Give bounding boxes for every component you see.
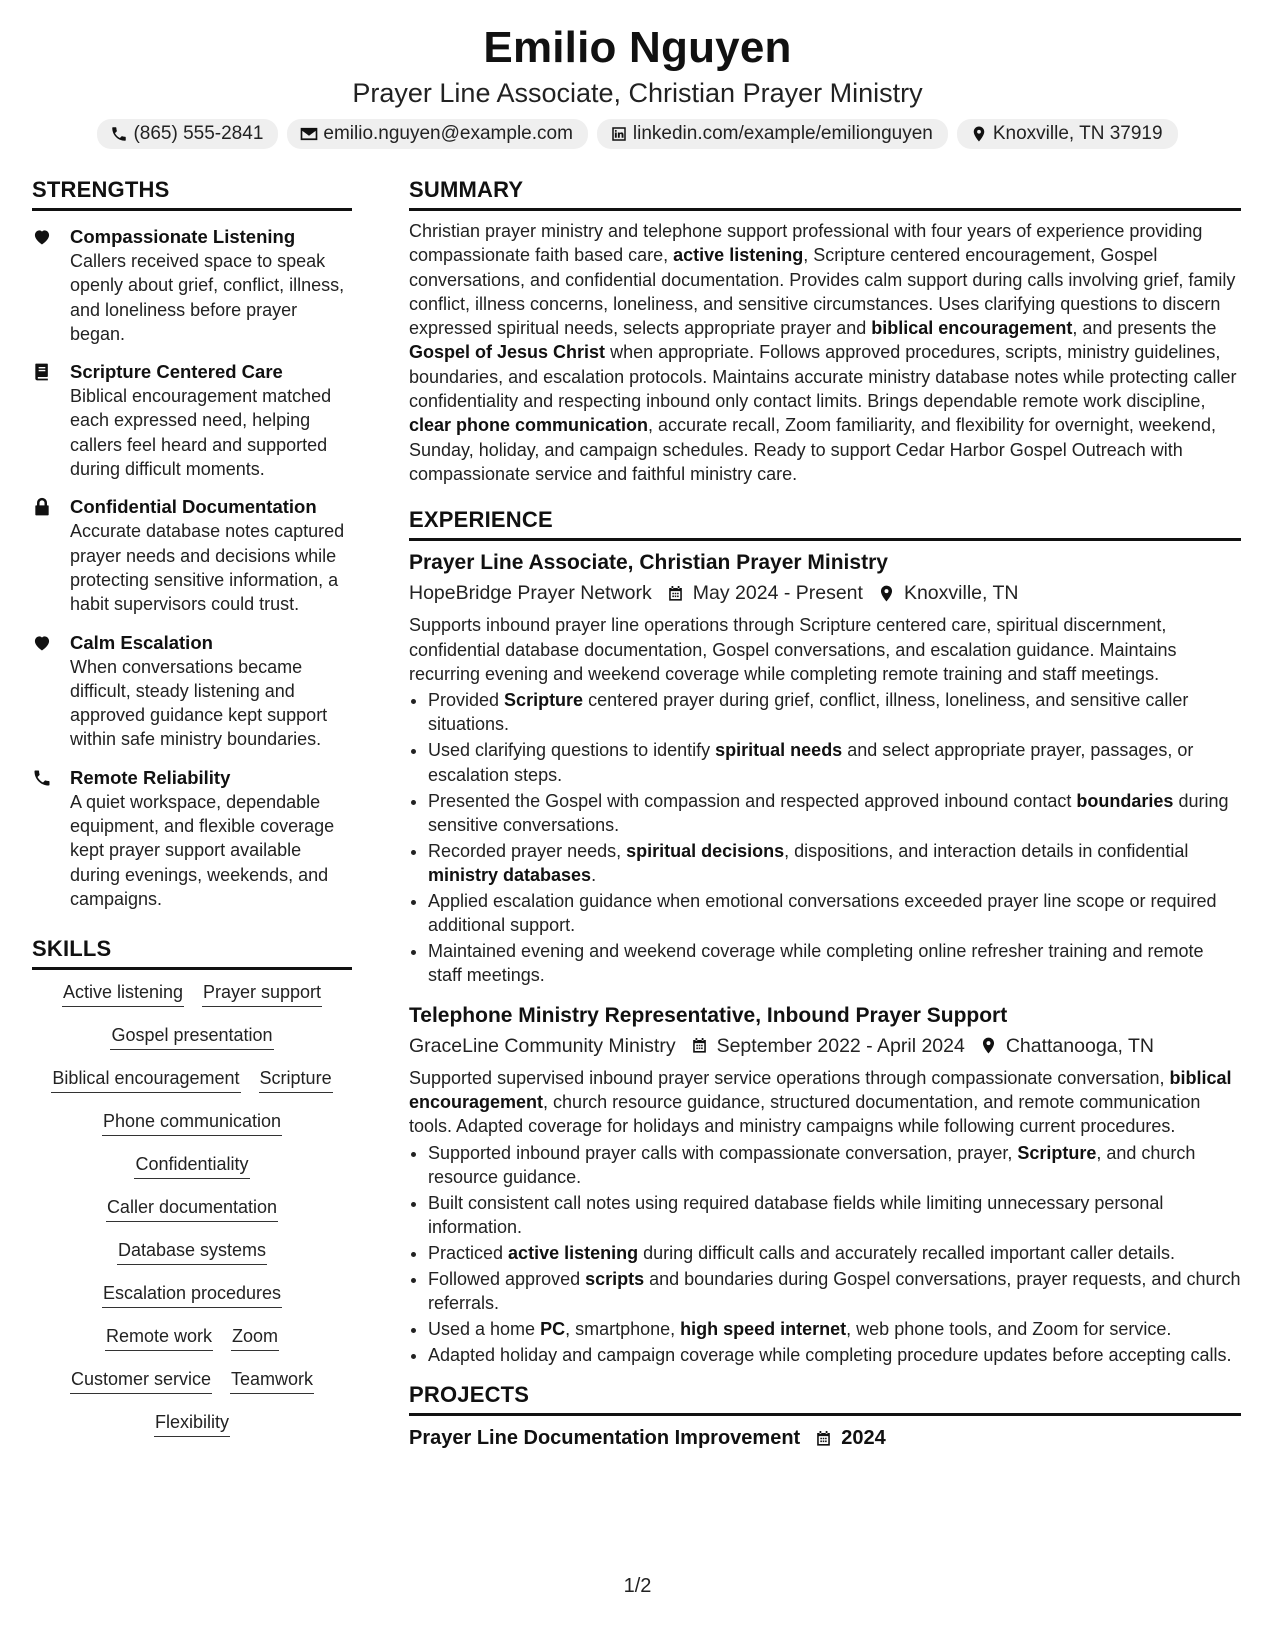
job-location: Chattanooga, TN: [1005, 1034, 1154, 1057]
strength-item: [32, 631, 352, 752]
bullet-item: • Maintained evening and weekend coverage while completing online refresher training and remote staff meetings.: [428, 939, 1241, 988]
skill-tag: Zoom: [231, 1324, 279, 1351]
skill-row: [32, 1281, 352, 1308]
strength-item: [32, 360, 352, 481]
skill-tag: Flexibility: [154, 1410, 230, 1437]
candidate-name: Emilio Nguyen: [483, 23, 792, 72]
contact-email[interactable]: [287, 119, 588, 149]
strength-icon-wrap: [32, 766, 70, 911]
job-dates: May 2024 - Present: [692, 582, 863, 605]
project-item: [409, 1424, 1241, 1452]
contact-email-text: emilio.nguyen@example.com: [323, 123, 573, 144]
job-description: Supported supervised inbound prayer service operations through compassionate conversation, biblical encouragement, church resource guidance, structured documentation, and remote communication tools. Adapted coverage for holidays and ministry campaigns while following current procedures.: [409, 1067, 1232, 1137]
strength-body: [70, 766, 352, 911]
strength-body: [70, 360, 352, 481]
strengths-heading: STRENGTHS: [32, 176, 352, 211]
strength-item: [32, 495, 352, 616]
strength-icon-wrap: [32, 360, 70, 481]
skill-row: [32, 1195, 352, 1222]
strength-title: Scripture Centered Care: [70, 361, 283, 383]
skill-row: [32, 1238, 352, 1265]
summary-heading: SUMMARY: [409, 176, 1241, 211]
strength-item: [32, 766, 352, 911]
linkedin-icon: [610, 125, 628, 143]
strength-text: Callers received space to speak openly about grief, conflict, illness, and loneliness before prayer began.: [70, 251, 345, 344]
contact-phone-text: (865) 555-2841: [133, 123, 264, 144]
lock-icon: [32, 497, 52, 517]
job-description: Supports inbound prayer line operations through Scripture centered care, spiritual discernment, confidential database documentation, Gospel conversations, and escalation guidance. Maintains recurring evening and weekend coverage while completing remote training and staff meetings.: [409, 615, 1177, 684]
skill-row: [32, 980, 352, 1007]
right-column: [409, 176, 1241, 1452]
strength-body: [70, 631, 352, 752]
skill-row: [32, 1367, 352, 1394]
strength-text: A quiet workspace, dependable equipment, and flexible coverage kept prayer support available during evenings, weekends, and campaigns.: [70, 791, 335, 909]
strength-text: Biblical encouragement matched each expressed need, helping callers feel heard and supported during difficult moments.: [70, 386, 332, 480]
skill-row: [32, 1066, 352, 1093]
strength-title: Remote Reliability: [70, 766, 231, 788]
strength-icon-wrap: [32, 495, 70, 616]
experience-heading: EXPERIENCE: [409, 506, 1241, 541]
strength-text: When conversations became difficult, steady listening and approved guidance kept support within safe ministry boundaries.: [70, 656, 328, 750]
skill-tag: Phone communication: [102, 1109, 282, 1136]
skill-tag: Remote work: [105, 1324, 213, 1351]
skill-row: [32, 1410, 352, 1437]
project-title: Prayer Line Documentation Improvement: [409, 1427, 801, 1450]
book-icon: [32, 362, 52, 382]
job-dates: September 2022 - April 2024: [716, 1034, 965, 1057]
projects-heading: PROJECTS: [409, 1381, 1241, 1416]
job-title: Prayer Line Associate, Christian Prayer Ministry: [409, 551, 888, 575]
skill-tag: Caller documentation: [106, 1195, 278, 1222]
projects-list: [409, 1424, 1241, 1452]
skill-tag: Confidentiality: [134, 1152, 249, 1179]
bullet-item: • Followed approved scripts and boundaries during Gospel conversations, prayer requests, and church referrals.: [428, 1267, 1241, 1316]
strength-item: [32, 225, 352, 346]
page-number: 1/2: [623, 1575, 652, 1597]
job-meta: [409, 580, 1241, 606]
contact-phone[interactable]: [97, 119, 278, 149]
skill-tag: Customer service: [70, 1367, 212, 1394]
skill-tag: Teamwork: [230, 1367, 314, 1394]
job-organization: GraceLine Community Ministry: [409, 1034, 676, 1057]
job-bullets: [409, 688, 1241, 988]
skill-tag: Active listening: [62, 980, 184, 1007]
calendar-icon: [814, 1429, 833, 1448]
bullet-item: • Recorded prayer needs, spiritual decisions, dispositions, and interaction details in confidential ministry databases.: [428, 839, 1241, 888]
skill-tag: Gospel presentation: [110, 1023, 273, 1050]
left-column: [32, 176, 352, 1453]
bullet-item: • Built consistent call notes using required database fields while limiting unnecessary personal information.: [428, 1191, 1241, 1240]
skill-row: [32, 1152, 352, 1179]
experience-list: [409, 549, 1241, 1367]
skill-row: [32, 1023, 352, 1050]
envelope-icon: [300, 125, 318, 143]
phone-icon: [110, 125, 128, 143]
calendar-icon: [666, 584, 685, 603]
job-location: Knoxville, TN: [903, 582, 1019, 605]
job-meta: [409, 1033, 1241, 1059]
bullet-item: • Provided Scripture centered prayer during grief, conflict, illness, loneliness, and sensitive caller situations.: [428, 688, 1241, 737]
bullet-item: • Used clarifying questions to identify spiritual needs and select appropriate prayer, passages, or escalation steps.: [428, 738, 1241, 787]
strength-title: Confidential Documentation: [70, 496, 317, 518]
strength-body: [70, 225, 352, 346]
map-pin-icon: [970, 125, 988, 143]
bullet-item: • Practiced active listening during difficult calls and accurately recalled important caller details.: [428, 1241, 1241, 1265]
skills-list: [32, 980, 352, 1437]
job-title: Telephone Ministry Representative, Inbound Prayer Support: [409, 1003, 1008, 1027]
summary-text: Christian prayer ministry and telephone support professional with four years of experience providing compassionate faith based care, active listening, Scripture centered encouragement, Gospel conversations, and confidential documentation. Provides calm support during calls involving grief, family conflict, illness concerns, loneliness, and sensitive circumstances. Uses clarifying questions to discern expressed spiritual needs, selects appropriate prayer and biblical encouragement, and presents the Gospel of Jesus Christ when appropriate. Follows approved procedures, scripts, ministry guidelines, boundaries, and escalation protocols. Maintains accurate ministry database notes while protecting caller confidentiality and respecting inbound only contact limits. Brings dependable remote work discipline, clear phone communication, accurate recall, Zoom familiarity, and flexibility for overnight, weekend, Sunday, holiday, and campaign schedules. Ready to support Cedar Harbor Gospel Outreach with compassionate service and faithful ministry care.: [409, 221, 1237, 484]
phone-icon: [32, 768, 52, 788]
skill-tag: Biblical encouragement: [51, 1066, 240, 1093]
bullet-item: • Used a home PC, smartphone, high speed internet, web phone tools, and Zoom for service.: [428, 1317, 1241, 1341]
project-year: 2024: [841, 1427, 886, 1450]
strength-text: Accurate database notes captured prayer needs and decisions while protecting sensitive information, a habit supervisors could trust.: [70, 521, 345, 615]
contact-linkedin[interactable]: [597, 119, 948, 149]
skill-tag: Escalation procedures: [102, 1281, 282, 1308]
bullet-item: • Presented the Gospel with compassion and respected approved inbound contact boundaries during sensitive conversations.: [428, 789, 1241, 838]
strength-icon-wrap: [32, 631, 70, 752]
strengths-list: [32, 225, 352, 911]
strength-title: Compassionate Listening: [70, 226, 296, 247]
strength-body: [70, 495, 352, 616]
map-pin-icon: [877, 584, 896, 603]
skill-row: [32, 1324, 352, 1351]
bullet-item: • Supported inbound prayer calls with compassionate conversation, prayer, Scripture, and church resource guidance.: [428, 1141, 1241, 1190]
skill-tag: Database systems: [117, 1238, 267, 1265]
skill-tag: Scripture: [259, 1066, 333, 1093]
contact-location-text: Knoxville, TN 37919: [992, 123, 1163, 144]
job-bullets: [409, 1141, 1241, 1368]
skill-row: [32, 1109, 352, 1136]
job-organization: HopeBridge Prayer Network: [409, 582, 652, 605]
heart-icon: [32, 227, 52, 247]
candidate-title: Prayer Line Associate, Christian Prayer Ministry: [352, 78, 923, 108]
skill-tag: Prayer support: [202, 980, 322, 1007]
calendar-icon: [690, 1036, 709, 1055]
strength-title: Calm Escalation: [70, 631, 213, 653]
heart-icon: [32, 633, 52, 653]
contact-linkedin-text: linkedin.com/example/emilionguyen: [632, 123, 933, 144]
bullet-item: • Adapted holiday and campaign coverage while completing procedure updates before accepting calls.: [428, 1343, 1241, 1367]
contact-bar: [0, 119, 1275, 149]
skills-heading: SKILLS: [32, 935, 352, 970]
contact-location: [957, 119, 1178, 149]
map-pin-icon: [979, 1036, 998, 1055]
resume-header: [0, 22, 1275, 149]
strength-icon-wrap: [32, 225, 70, 346]
bullet-item: • Applied escalation guidance when emotional conversations exceeded prayer line scope or required additional support.: [428, 889, 1241, 938]
